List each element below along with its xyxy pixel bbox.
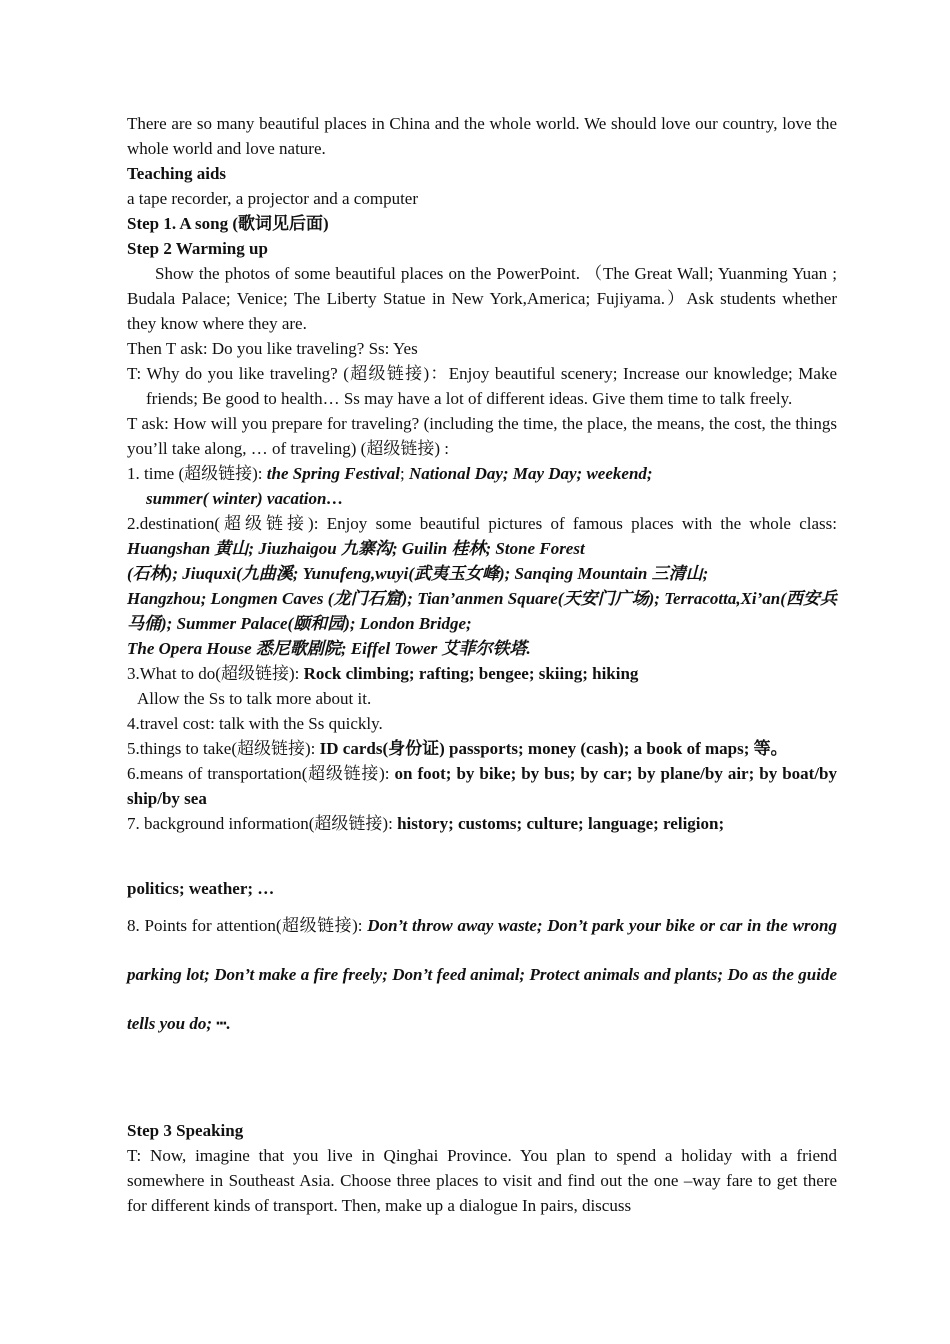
item-destination-value-3: Hangzhou; Longmen Caves (龙门石窟); Tian’anmen Square(天安门广场); Terracotta,Xi’an(西安兵马俑); Summer Palace(颐和园); London Bridge; [127, 589, 837, 633]
item-things-to-take-value: ID cards(身份证) passports; money (cash); a book of maps; 等。 [319, 739, 788, 758]
item-transportation-value: on foot; by bike; by bus; by car; by plane/by air; by boat/by ship/by sea [127, 764, 837, 808]
item-background-value-2: politics; weather; … [127, 879, 275, 898]
item-travel-cost: 4.travel cost: talk with the Ss quickly. [127, 714, 383, 733]
item-background [127, 811, 837, 836]
item-attention-label: 8. Points for attention(超级链接): [127, 916, 368, 935]
why-traveling-paragraph: T: Why do you like traveling? (超级链接)：Enjoy beautiful scenery; Increase our knowledge; Make friends; Be good to health… Ss may have a lot of different ideas. Give them time to talk freely. [127, 364, 837, 408]
item-time-value-3: summer( winter) vacation… [146, 489, 344, 508]
item-background-value-1: history; customs; culture; language; religion; [397, 814, 725, 833]
item-attention-value: Don’t throw away waste; Don’t park your bike or car in the wrong parking lot; Don’t make a fire freely; Don’t feed animal; Protect animals and plants; Do as the guide tells you do; ┅. [127, 916, 837, 1033]
item-destination-value-2: (石林); Jiuquxi(九曲溪; Yunufeng,wuyi(武夷玉女峰); Sanqing Mountain 三清山; [127, 564, 709, 583]
item-destination-value-4: The Opera House 悉尼歌剧院; Eiffel Tower 艾菲尔铁塔. [127, 639, 531, 658]
warming-up-paragraph: Show the photos of some beautiful places on the PowerPoint. （The Great Wall; Yuanming Yuan ; Budala Palace; Venice; The Liberty Statue in New York,America; Fujiyama.）Ask students whether they know where they are. [127, 264, 837, 333]
item-time-value-1: the Spring Festival [266, 464, 400, 483]
item-time-label: 1. time (超级链接): [127, 464, 267, 483]
step1-heading: Step 1. A song (歌词见后面) [127, 214, 329, 233]
item-destination-label: 2.destination(超级链接): Enjoy some beautiful pictures of famous places with the whole class: [127, 514, 837, 533]
do-you-like-traveling: Then T ask: Do you like traveling? Ss: Yes [127, 339, 418, 358]
prepare-paragraph: T ask: How will you prepare for traveling? (including the time, the place, the means, the cost, the things you’ll take along, … of traveling) (超级链接) : [127, 414, 837, 458]
item-what-to-do-note: Allow the Ss to talk more about it. [137, 689, 372, 708]
teaching-aids-heading: Teaching aids [127, 164, 227, 183]
item-time-value-2: National Day; May Day; weekend; [408, 464, 653, 483]
intro-paragraph: There are so many beautiful places in China and the whole world. We should love our country, love the whole world and love nature. [127, 114, 837, 158]
item-time [127, 461, 837, 486]
item-time-sep: ; [399, 464, 409, 483]
item-what-to-do-value: Rock climbing; rafting; bengee; skiing; hiking [303, 664, 639, 683]
item-destination-value-1: Huangshan 黄山; Jiuzhaigou 九寨沟; Guilin 桂林; Stone Forest [127, 539, 585, 558]
step2-heading: Step 2 Warming up [127, 239, 268, 258]
item-background-label: 7. background information(超级链接): [127, 814, 398, 833]
item-things-to-take [127, 736, 837, 761]
item-attention [127, 901, 837, 1048]
item-destination [127, 511, 837, 561]
document-page [127, 111, 837, 1218]
item-transportation [127, 761, 837, 811]
item-what-to-do [127, 661, 837, 686]
item-what-to-do-label: 3.What to do(超级链接): [127, 664, 304, 683]
item-things-to-take-label: 5.things to take(超级链接): [127, 739, 320, 758]
step3-heading: Step 3 Speaking [127, 1121, 244, 1140]
item-transportation-label: 6.means of transportation(超级链接): [127, 764, 395, 783]
teaching-aids-text: a tape recorder, a projector and a computer [127, 189, 418, 208]
step3-paragraph: T: Now, imagine that you live in Qinghai Province. You plan to spend a holiday with a friend somewhere in Southeast Asia. Choose three places to visit and find out the one –way fare to get there for different kinds of transport. Then, make up a dialogue In pairs, discuss [127, 1146, 837, 1215]
